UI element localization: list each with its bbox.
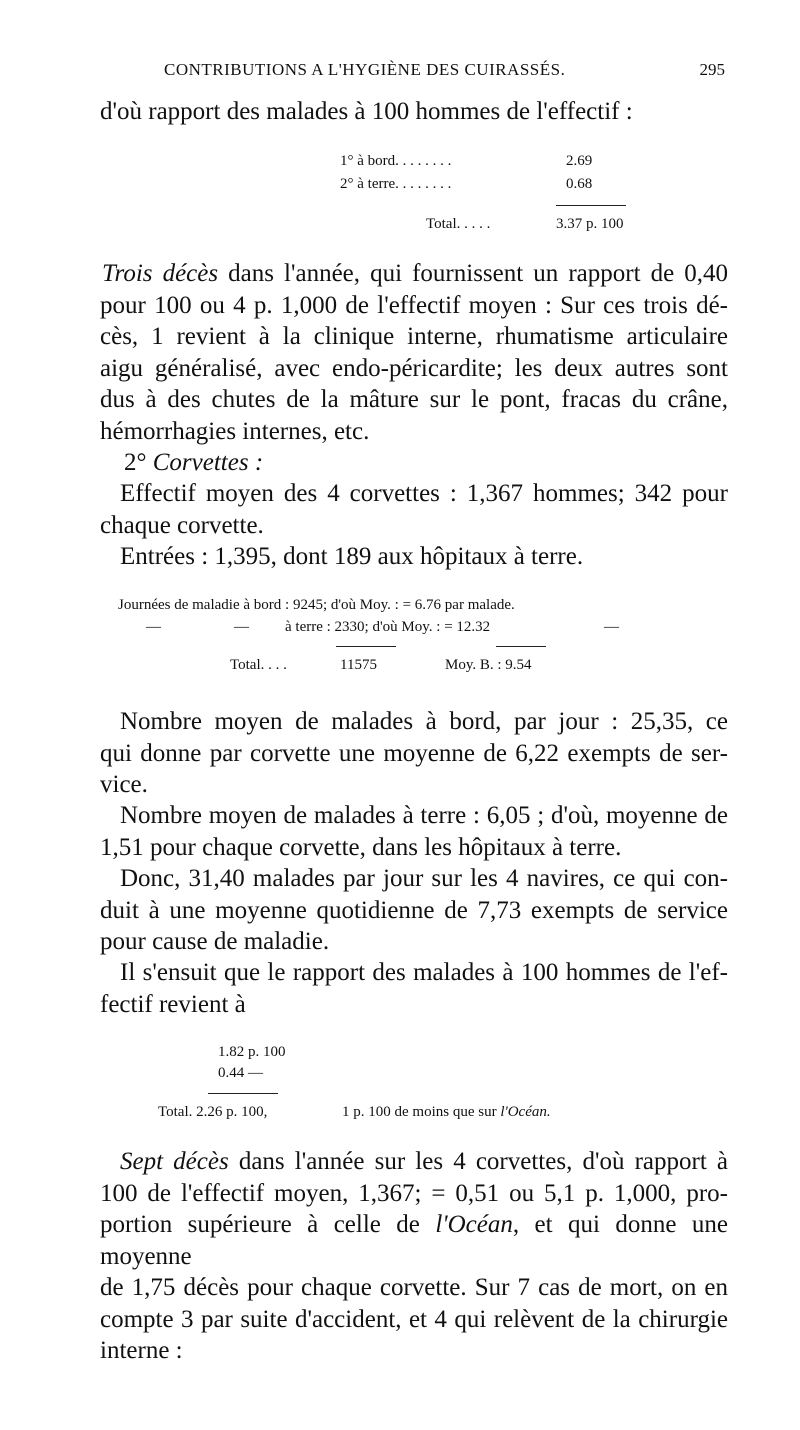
deaths-line5: dus à des chutes de la mâture sur le pont, fracas du crâne,: [100, 386, 728, 413]
corvette-deaths-line3: portion supérieure à celle de l'Océan, et qui donne une moyenne: [100, 1211, 728, 1270]
board-line3: vice.: [100, 771, 148, 798]
table2-row2-text: à terre : 2330; d'où Moy. : = 12.32: [285, 619, 491, 635]
ocean-italic: l'Océan: [435, 1211, 513, 1238]
table2-rule-left: [336, 646, 396, 647]
deaths-line3: cès, 1 revient à la clinique interne, rhumatisme articulaire: [100, 323, 728, 350]
table3-rule: [208, 1093, 278, 1094]
board-line2: qui donne par corvette une moyenne de 6,22 exempts de ser-: [100, 739, 728, 767]
shore-line2: 1,51 pour chaque corvette, dans les hôpitaux à terre.: [100, 833, 622, 861]
table2-rule-right: [496, 646, 546, 647]
total-line3: pour cause de maladie.: [100, 928, 330, 955]
corvette-deaths-paragraph: [100, 1146, 728, 1367]
corvette-deaths-line6: interne :: [100, 1337, 183, 1364]
running-header: [100, 60, 725, 90]
intro-paragraph: [100, 96, 728, 128]
page-number: 295: [699, 60, 725, 79]
effectif-line1: Effectif moyen des 4 corvettes : 1,367 hommes; 342 pour: [120, 480, 728, 507]
total-average-paragraph: [100, 863, 728, 958]
total-line2: duit à une moyenne quotidienne de 7,73 exempts de service: [100, 896, 728, 924]
table1-row1-label: 1° à bord. . . . . . . .: [340, 153, 452, 169]
table1-row1-value: 2.69: [566, 153, 593, 169]
table2-row2-dash2: —: [234, 619, 249, 635]
section-title: Corvettes :: [152, 449, 264, 476]
ratio-paragraph: [100, 957, 728, 1020]
table1-total-rule: [556, 205, 626, 206]
table2-total-moy: Moy. B. : 9.54: [445, 657, 532, 673]
deaths-line2: pour 100 ou 4 p. 1,000 de l'effectif moyen : Sur ces trois dé-: [100, 291, 728, 319]
table1-total-label: Total. . . . .: [426, 216, 491, 232]
entrees-paragraph: [100, 541, 728, 573]
table2-row1: Journées de maladie à bord : 9245; d'où Moy. : = 6.76 par malade.: [118, 597, 515, 613]
table2-row2-dash3: —: [604, 619, 619, 635]
section-heading: [100, 447, 728, 479]
section-number: 2°: [124, 449, 147, 476]
intro-line: d'où rapport des malades à 100 hommes de l'effectif :: [100, 98, 633, 125]
shore-average-paragraph: [100, 800, 728, 863]
total-line1: Donc, 31,40 malades par jour sur les 4 navires, ce qui con-: [120, 865, 728, 892]
effectif-line2: chaque corvette.: [100, 511, 264, 539]
entrees-line: Entrées : 1,395, dont 189 aux hôpitaux à terre.: [120, 543, 584, 570]
effectif-paragraph: [100, 478, 728, 541]
ratio-line1: Il s'ensuit que le rapport des malades à 100 hommes de l'ef-: [120, 959, 728, 986]
table3-note: 1 p. 100 de moins que sur l'Océan.: [342, 1104, 551, 1120]
table2-total-label: Total. . . .: [230, 657, 287, 673]
board-average-paragraph: [100, 706, 728, 801]
deaths-line4: aigu généralisé, avec endo-péricardite; les deux autres sont: [100, 354, 728, 382]
table3-note-italic: l'Océan.: [500, 1104, 551, 1120]
table3-total: Total. 2.26 p. 100,: [158, 1104, 268, 1120]
deaths-lead: Trois décès: [102, 260, 219, 287]
deaths-line1: dans l'année, qui fournissent un rapport de 0,40: [218, 260, 728, 287]
shore-line1: Nombre moyen de malades à terre : 6,05 ; d'où, moyenne de: [120, 802, 728, 829]
table1-total-value: 3.37 p. 100: [556, 216, 624, 232]
corvette-deaths-line2: 100 de l'effectif moyen, 1,367; = 0,51 ou 5,1 p. 1,000, pro-: [100, 1179, 728, 1207]
running-title: CONTRIBUTIONS A L'HYGIÈNE DES CUIRASSÉS.: [164, 60, 566, 79]
table1-row2-label: 2° à terre. . . . . . . .: [340, 176, 452, 192]
table3-row2: 0.44 —: [218, 1065, 263, 1081]
table2-total-value: 11575: [340, 657, 377, 673]
deaths-line6: hémorrhagies internes, etc.: [100, 417, 370, 445]
corvette-deaths-line1: dans l'année sur les 4 corvettes, d'où rapport à: [228, 1148, 728, 1175]
table2-row2-dash1: —: [146, 619, 161, 635]
board-line1: Nombre moyen de malades à bord, par jour : 25,35, ce: [120, 708, 728, 735]
table1-row2-value: 0.68: [566, 176, 593, 192]
table3-row1: 1.82 p. 100: [218, 1044, 286, 1060]
deaths-paragraph: [100, 258, 728, 447]
corvette-deaths-line4: de 1,75 décès pour chaque corvette. Sur 7 cas de mort, on en: [100, 1274, 728, 1301]
corvette-deaths-lead: Sept décès: [120, 1148, 229, 1175]
corvette-deaths-line5: compte 3 par suite d'accident, et 4 qui relèvent de la chirurgie: [100, 1305, 728, 1333]
ratio-line2: fectif revient à: [100, 990, 246, 1018]
